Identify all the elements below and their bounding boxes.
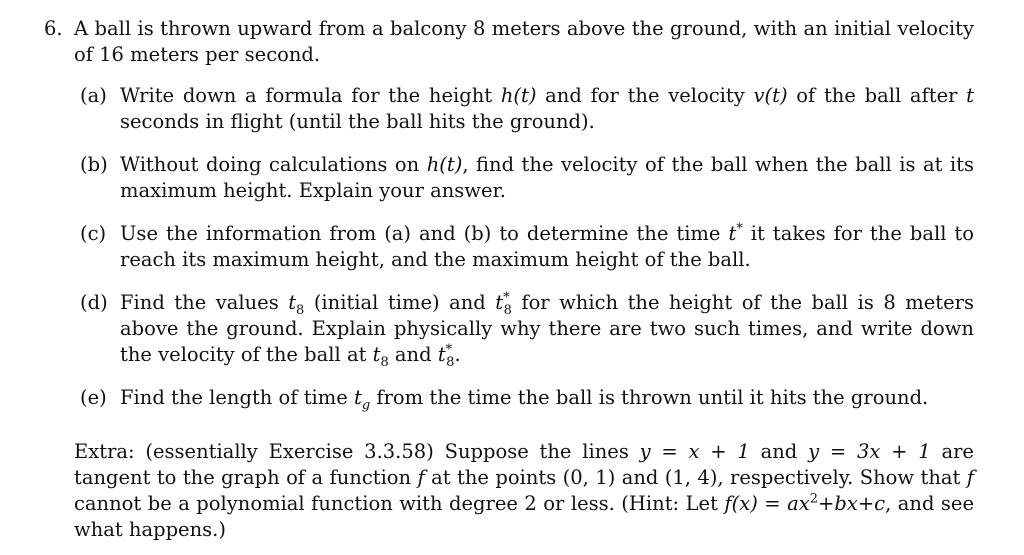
problem-number: 6.	[44, 17, 63, 40]
part-b	[80, 152, 974, 204]
text-segment: it takes for the ball to reach its maximum height, and the maximum height of the ball.	[120, 222, 974, 271]
text-segment: and	[388, 343, 438, 366]
part-label: (e)	[80, 386, 107, 409]
math-height: h(t)	[426, 153, 463, 176]
math-f: f	[966, 466, 975, 489]
math-t: t	[966, 84, 975, 107]
problem-header	[44, 16, 974, 68]
part-text	[120, 83, 974, 135]
math-height: h(t)	[500, 84, 537, 107]
text-segment: seconds in flight (until the ball hits the ground).	[120, 110, 595, 133]
text-segment: Find the length of time	[120, 386, 355, 409]
math-line-2: y = 3x + 1	[808, 440, 931, 463]
math-t8-star: $t^*_8$	[495, 290, 512, 318]
part-label: (c)	[80, 222, 107, 245]
math-t8: $t_8$	[288, 291, 305, 318]
text-segment: , find the velocity of the ball when the ball is at its maximum height. Explain your answer.	[120, 153, 974, 202]
text-segment: Find the values	[120, 291, 289, 314]
math-velocity: v(t)	[753, 84, 788, 107]
part-c	[80, 221, 974, 273]
text-segment: are tangent to the graph of a function	[74, 440, 974, 489]
text-segment: of the ball after	[787, 84, 967, 107]
problem-statement: A ball is thrown upward from a balcony 8 meters above the ground, with an initial velocity of 16 meters per second.	[74, 17, 974, 66]
math-t8-star: $t^*_8$	[437, 342, 455, 370]
math-tg: $t_g$	[354, 386, 371, 413]
part-d	[80, 290, 974, 368]
text-segment: at the points (0, 1) and (1, 4), respectively. Show that	[424, 466, 967, 489]
part-text	[120, 152, 974, 204]
part-label: (a)	[80, 84, 107, 107]
text-segment: for which the height of the ball is 8 meters above the ground. Explain physically why there are two such times, and write down the velocity of the ball at	[120, 291, 974, 366]
part-text	[120, 290, 974, 368]
part-text	[120, 221, 974, 273]
math-quadratic: $f(x) = ax^2+bx+c$	[724, 491, 886, 515]
part-label: (b)	[80, 153, 108, 176]
text-segment: and	[749, 440, 809, 463]
part-text	[120, 385, 974, 411]
text-segment: .	[454, 343, 461, 366]
part-label: (d)	[80, 291, 108, 314]
text-segment: from the time the ball is thrown until it hits the ground.	[370, 386, 929, 409]
math-t-star: t*	[728, 221, 743, 245]
extra-exercise	[74, 439, 974, 543]
text-segment: (initial time) and	[304, 291, 496, 314]
text-segment: , and see what happens.)	[74, 492, 974, 541]
math-f: f	[417, 466, 425, 489]
math-t8: $t_8$	[372, 343, 389, 370]
problem-parts	[80, 83, 974, 411]
text-segment: Without doing calculations on	[120, 153, 427, 176]
text-segment: Extra: (essentially Exercise 3.3.58) Suppose the lines	[74, 440, 640, 463]
math-line-1: y = x + 1	[639, 440, 750, 463]
problem-6	[44, 16, 974, 543]
part-a	[80, 83, 974, 135]
text-segment: cannot be a polynomial function with degree 2 or less. (Hint: Let	[74, 492, 725, 515]
part-e	[80, 385, 974, 411]
text-segment: Write down a formula for the height	[120, 84, 501, 107]
text-segment: Use the information from (a) and (b) to determine the time	[120, 222, 729, 245]
text-segment: and for the velocity	[536, 84, 754, 107]
